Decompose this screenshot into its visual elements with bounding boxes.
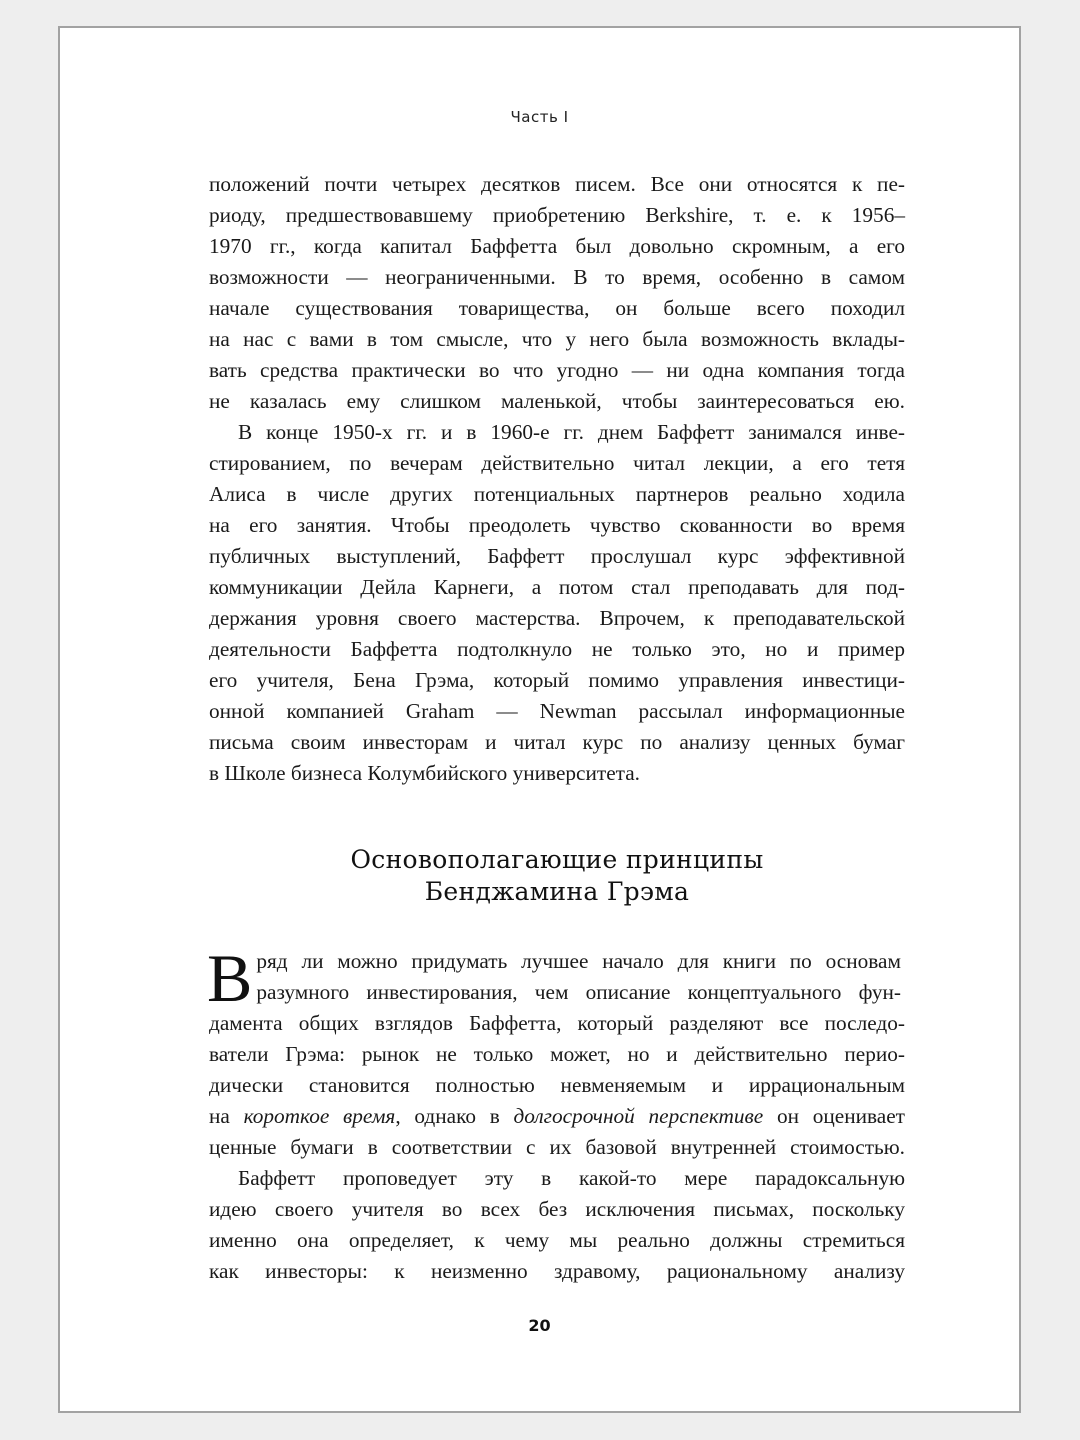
text-line: Баффетт проповедует эту в какой-то мере парадоксальную: [238, 1166, 905, 1190]
text-line: держания уровня своего мастерства. Впрочем, к преподавательской: [209, 606, 905, 630]
text-line: 1970 гг., когда капитал Баффетта был довольно скромным, а его: [209, 234, 905, 258]
running-head: Часть I: [510, 108, 569, 126]
text-line: В конце 1950-х гг. и в 1960-е гг. днем Баффетт занимался инве-: [238, 420, 905, 444]
text-line: онной компанией Graham — Newman рассылал информационные: [209, 699, 905, 723]
text-line: положений почти четырех десятков писем. Все они относятся к пе-: [209, 172, 905, 196]
book-page: [58, 26, 1021, 1413]
text-line: ценные бумаги в соответствии с их базовой внутренней стоимостью.: [209, 1135, 905, 1159]
text-line: Алиса в числе других потенциальных партнеров реально ходила: [209, 482, 905, 506]
text-line: не казалась ему слишком маленькой, чтобы заинтересоваться ею.: [209, 389, 905, 413]
paragraph-with-drop-cap: [207, 940, 905, 1163]
text-run: , однако в: [395, 1104, 514, 1128]
emphasis-long-term: долгосрочной перспективе: [513, 1104, 764, 1128]
drop-cap: В: [207, 940, 253, 1016]
paragraph: [209, 1163, 905, 1287]
body-text-section-1: [209, 169, 905, 789]
text-line: в Школе бизнеса Колумбийского университета.: [209, 761, 641, 785]
text-line: риоду, предшествовавшему приобретению Berkshire, т. е. к 1956–: [209, 203, 905, 227]
text-line: разумного инвестирования, чем описание концептуального фун-: [256, 980, 901, 1004]
text-line: идею своего учителя во всех без исключения письмах, поскольку: [209, 1197, 905, 1221]
text-line: именно она определяет, к чему мы реально должны стремиться: [209, 1228, 905, 1252]
page-number: 20: [528, 1316, 551, 1335]
section-heading-line: Основополагающие принципы: [350, 845, 764, 874]
text-run: он оценивает: [763, 1104, 905, 1128]
text-line: дамента общих взглядов Баффетта, который разделяют все последо-: [209, 1011, 905, 1035]
section-heading-line: Бенджамина Грэма: [424, 877, 690, 906]
text-line: возможности — неограниченными. В то время, особенно в самом: [209, 265, 905, 289]
text-line: как инвесторы: к неизменно здравому, рациональному анализу: [209, 1259, 905, 1283]
paragraph: [209, 169, 905, 417]
body-text-section-2: [207, 940, 905, 1287]
text-line: публичных выступлений, Баффетт прослушал курс эффективной: [209, 544, 905, 568]
text-line: вать средства практически во что угодно — ни одна компания тогда: [209, 358, 905, 382]
text-line: письма своим инвесторам и читал курс по анализу ценных бумаг: [209, 730, 905, 754]
text-line: начале существования товарищества, он больше всего походил: [209, 296, 905, 320]
text-line: его учителя, Бена Грэма, который помимо управления инвестици-: [209, 668, 905, 692]
text-line: коммуникации Дейла Карнеги, а потом стал преподавать для под-: [209, 575, 905, 599]
text-line: на нас с вами в том смысле, что у него была возможность вклады-: [209, 327, 905, 351]
text-run: на: [209, 1104, 244, 1128]
text-line: ватели Грэма: рынок не только может, но и действительно перио-: [209, 1042, 905, 1066]
text-line: стированием, по вечерам действительно читал лекции, а его тетя: [209, 451, 905, 475]
text-line: ряд ли можно придумать лучшее начало для книги по основам: [256, 949, 901, 973]
text-line: на его занятия. Чтобы преодолеть чувство скованности во время: [209, 513, 905, 537]
text-line-with-emphasis: [209, 1101, 905, 1132]
paragraph: [209, 417, 905, 789]
emphasis-short-term: короткое время: [243, 1104, 396, 1128]
section-heading: [209, 844, 905, 908]
text-line: дически становится полностью невменяемым и иррациональным: [209, 1073, 905, 1097]
text-line: деятельности Баффетта подтолкнуло не только это, но и пример: [209, 637, 905, 661]
